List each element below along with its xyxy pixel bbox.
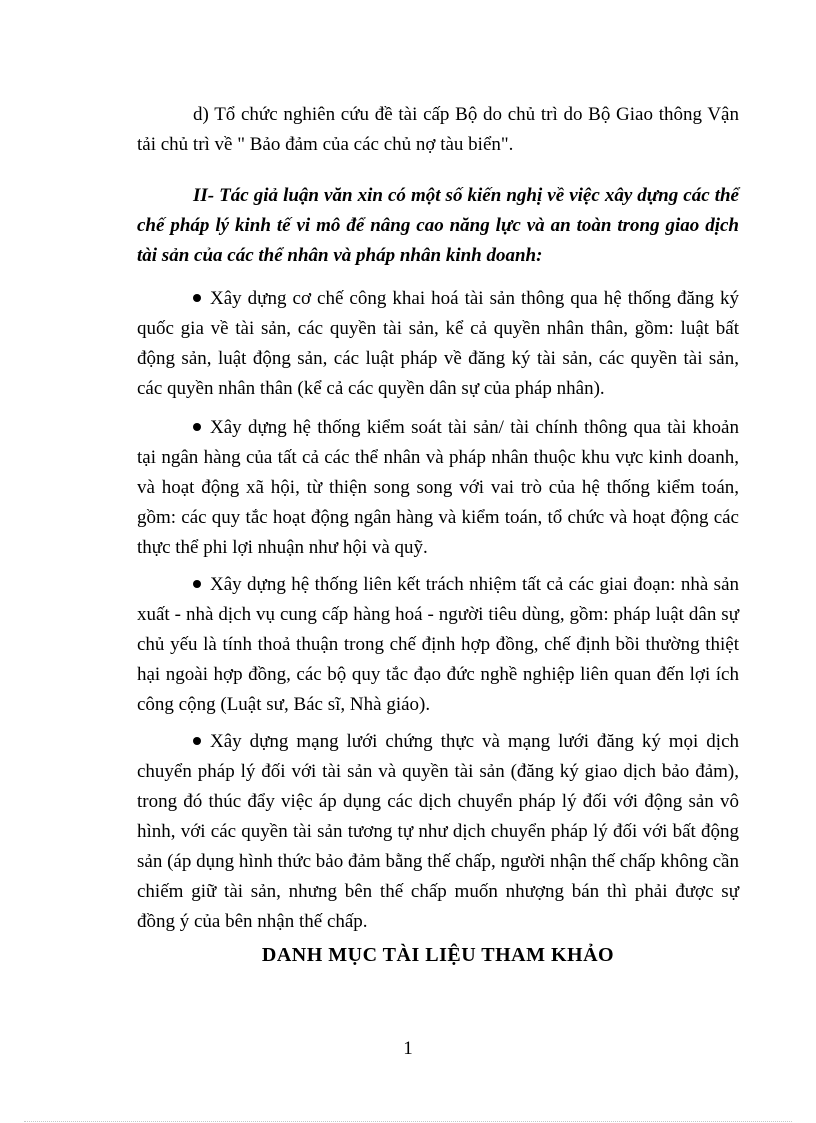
- heading-recommendations: II- Tác giả luận văn xin có một số kiến nghị về việc xây dựng các thể chế pháp lý kinh tế vi mô để nâng cao năng lực và an toàn trong giao dịch tài sản của các thể nhân và pháp nhân kinh doanh:: [137, 185, 739, 266]
- page-bottom-divider: [24, 1121, 792, 1122]
- bullet-icon: [193, 737, 201, 745]
- bullet-item-2: [137, 413, 739, 563]
- bullet-icon: [193, 423, 201, 431]
- references-title: DANH MỤC TÀI LIỆU THAM KHẢO: [261, 944, 615, 966]
- bullet-text: Xây dựng mạng lưới chứng thực và mạng lưới đăng ký mọi dịch chuyển pháp lý đối với tài sản và quyền tài sản (đăng ký giao dịch bảo đảm), trong đó thúc đẩy việc áp dụng các dịch chuyển pháp lý đối với động sản vô hình, với các quyền tài sản tương tự như dịch chuyển pháp lý đối với bất động sản (áp dụng hình thức bảo đảm bằng thế chấp, người nhận thế chấp không cần chiếm giữ tài sản, nhưng bên thế chấp muốn nhượng bán thì phải được sự đồng ý của bên nhận thế chấp.: [137, 731, 739, 932]
- bullet-icon: [193, 580, 201, 588]
- bullet-icon: [193, 294, 201, 302]
- bullet-text: Xây dựng hệ thống liên kết trách nhiệm tất cả các giai đoạn: nhà sản xuất - nhà dịch vụ cung cấp hàng hoá - người tiêu dùng, gồm: pháp luật dân sự chủ yếu là tính thoả thuận trong chế định hợp đồng, chế định bồi thường thiệt hại ngoài hợp đồng, các bộ quy tắc đạo đức nghề nghiệp liên quan đến lợi ích công cộng (Luật sư, Bác sĩ, Nhà giáo).: [137, 574, 739, 715]
- page-number: 1: [403, 1038, 413, 1059]
- bullet-text: Xây dựng cơ chế công khai hoá tài sản thông qua hệ thống đăng ký quốc gia về tài sản, các quyền tài sản, kể cả quyền nhân thân, gồm: luật bất động sản, luật động sản, các luật pháp về đăng ký tài sản, các quyền tài sản, các quyền nhân thân (kể cả các quyền dân sự của pháp nhân).: [137, 288, 739, 399]
- bullet-item-3: [137, 570, 739, 720]
- bullet-item-1: [137, 284, 739, 404]
- paragraph-d: d) Tổ chức nghiên cứu đề tài cấp Bộ do chủ trì do Bộ Giao thông Vận tải chủ trì về " Bảo đảm của các chủ nợ tàu biển".: [137, 104, 739, 155]
- bullet-item-4: [137, 727, 739, 937]
- bullet-text: Xây dựng hệ thống kiểm soát tài sản/ tài chính thông qua tài khoản tại ngân hàng của tất cả các thể nhân và pháp nhân thuộc khu vực kinh doanh, và hoạt động xã hội, từ thiện song song với vai trò của hệ thống kiểm toán, gồm: các quy tắc hoạt động ngân hàng và kiểm toán, tổ chức và hoạt động các thực thể phi lợi nhuận như hội và quỹ.: [137, 417, 739, 558]
